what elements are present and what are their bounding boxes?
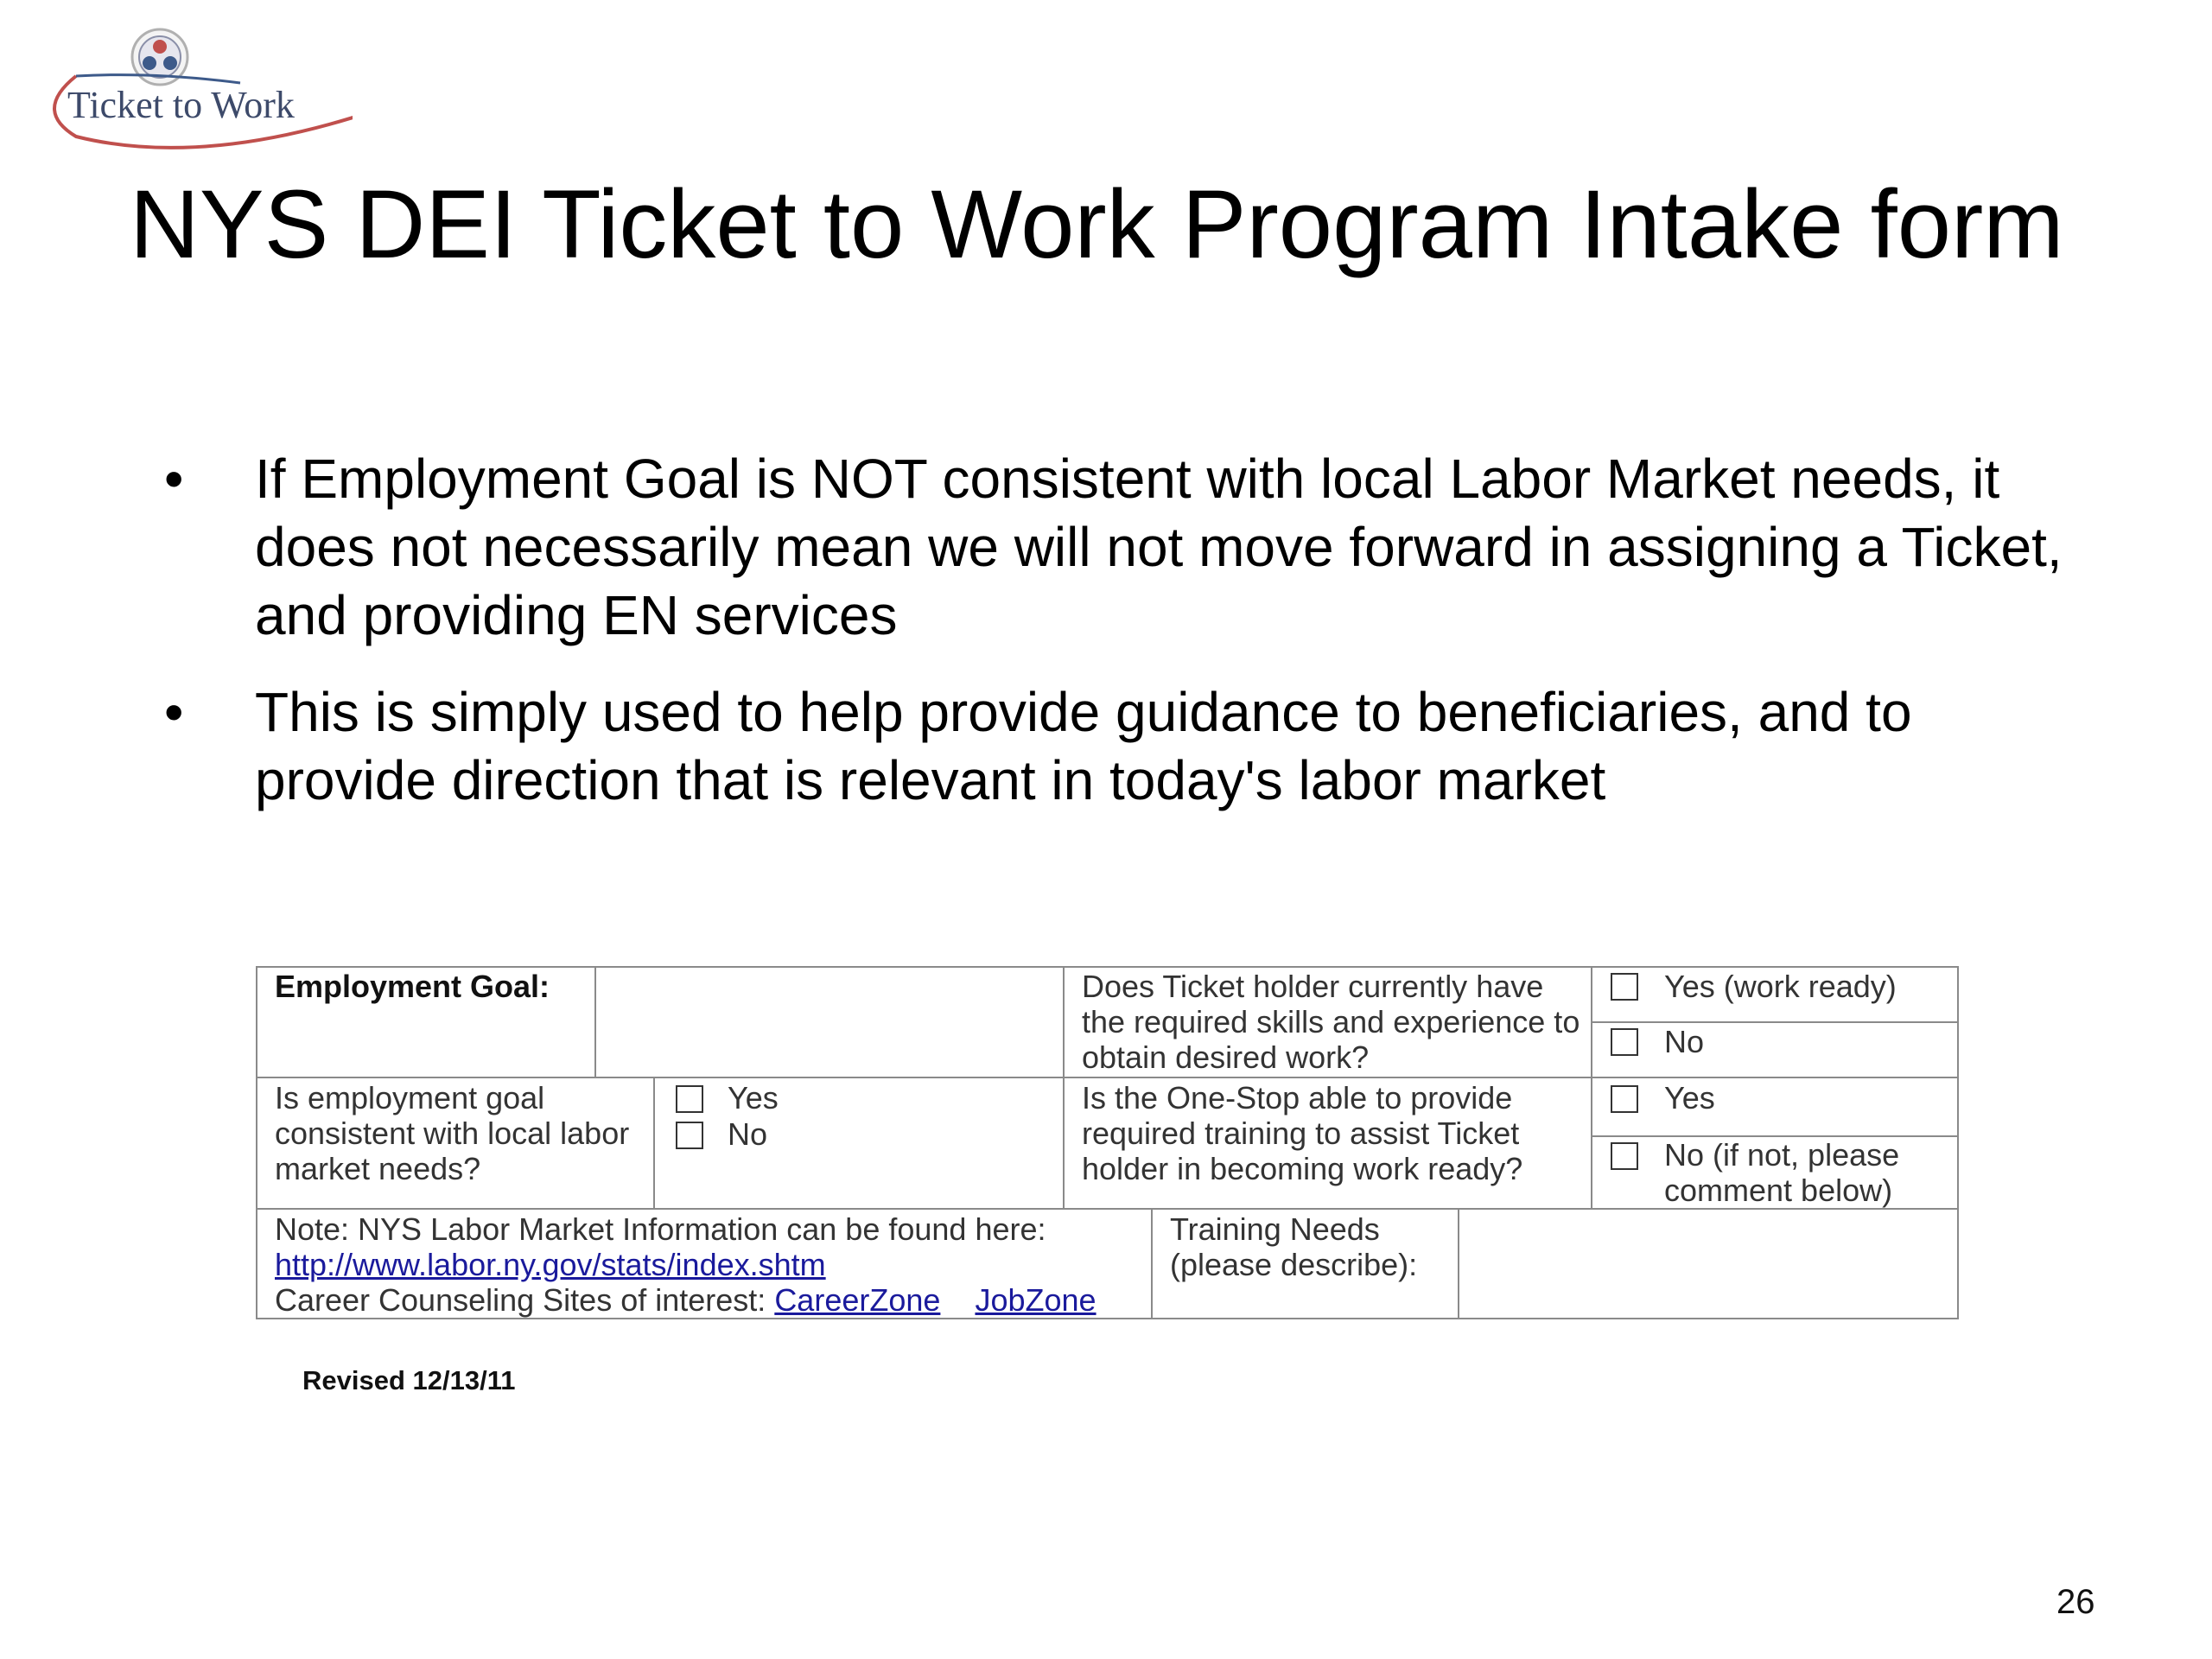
- training-question: Is the One-Stop able to provide required training to assist Ticket holder in becoming work ready?: [1082, 1080, 1523, 1186]
- bullet-list: [164, 445, 2082, 843]
- bullet-item: [164, 445, 2082, 650]
- training-needs-field[interactable]: [1459, 1210, 1955, 1317]
- checkbox-no-comment[interactable]: [1611, 1142, 1638, 1170]
- labor-stats-link[interactable]: http://www.labor.ny.gov/stats/index.shtm: [275, 1247, 826, 1282]
- slide-title: NYS DEI Ticket to Work Program Intake form: [130, 170, 2064, 278]
- option-label: No: [728, 1116, 768, 1152]
- col-divider: [1591, 966, 1592, 1208]
- bullet-marker: •: [164, 681, 184, 743]
- bullet-item: [164, 678, 2082, 815]
- employment-goal-field[interactable]: [596, 968, 1061, 1075]
- bullet-text: If Employment Goal is NOT consistent with local Labor Market needs, it does not necessarily mean we will not move forward in assigning a Ticket, and providing EN services: [255, 448, 2063, 646]
- option-label: No (if not, please comment below): [1664, 1137, 1900, 1208]
- form-border-left: [256, 966, 257, 1319]
- careerzone-link[interactable]: CareerZone: [774, 1282, 941, 1318]
- col-divider: [653, 1077, 655, 1208]
- option-label: Yes (work ready): [1664, 969, 1897, 1004]
- jobzone-link[interactable]: JobZone: [975, 1282, 1096, 1318]
- training-needs-label: Training Needs (please describe):: [1170, 1211, 1418, 1282]
- checkbox-no[interactable]: [1611, 1028, 1638, 1056]
- revised-date: Revised 12/13/11: [302, 1365, 516, 1395]
- form-border-right: [1957, 966, 1959, 1319]
- career-sites-label: Career Counseling Sites of interest:: [275, 1282, 766, 1318]
- row-divider: [256, 1077, 1959, 1078]
- bullet-text: This is simply used to help provide guidance to beneficiaries, and to provide direction that is relevant in today's labor market: [255, 681, 1912, 811]
- page-number: 26: [2056, 1583, 2095, 1621]
- ticket-to-work-logo: [24, 16, 353, 154]
- option-label: No: [1664, 1024, 1705, 1059]
- option-divider: [1591, 1021, 1959, 1023]
- career-sites-row: [275, 1282, 1147, 1318]
- option-label: Yes: [1664, 1080, 1715, 1116]
- col-divider: [1151, 1208, 1153, 1319]
- bullet-marker: •: [164, 448, 184, 510]
- intake-form-table: [256, 966, 1959, 1319]
- form-border-top: [256, 966, 1959, 968]
- checkbox-yes[interactable]: [676, 1085, 703, 1113]
- form-border-bottom: [256, 1318, 1959, 1319]
- checkbox-yes-work-ready[interactable]: [1611, 973, 1638, 1001]
- note-text: Note: NYS Labor Market Information can be found here:: [275, 1211, 1046, 1247]
- col-divider: [1063, 966, 1065, 1208]
- employment-goal-label: Employment Goal:: [275, 969, 550, 1004]
- checkbox-no[interactable]: [676, 1122, 703, 1149]
- logo-text: Ticket to Work: [67, 84, 295, 126]
- consistent-question: Is employment goal consistent with local labor market needs?: [275, 1080, 630, 1186]
- skills-question: Does Ticket holder currently have the required skills and experience to obtain desired work?: [1082, 969, 1580, 1075]
- checkbox-yes[interactable]: [1611, 1085, 1638, 1113]
- note-block: [275, 1211, 1147, 1318]
- option-label: Yes: [728, 1080, 779, 1116]
